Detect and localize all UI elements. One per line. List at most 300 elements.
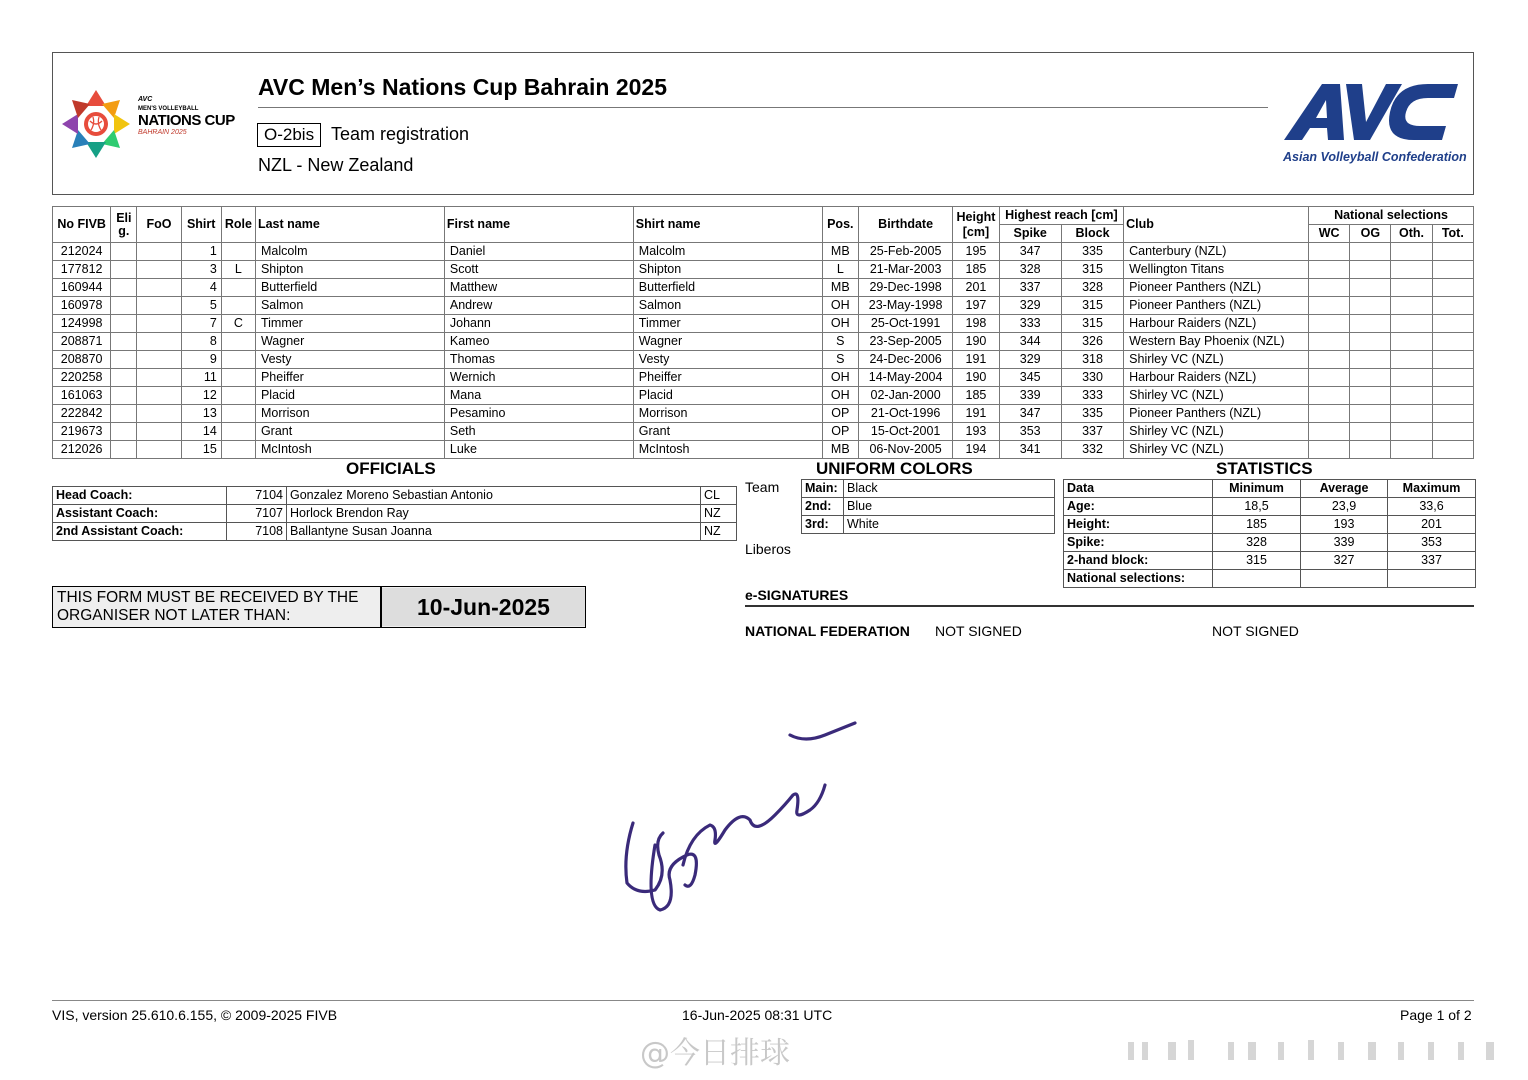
player-block: 326: [1061, 333, 1123, 351]
player-block: 315: [1061, 315, 1123, 333]
uniform-color: Blue: [844, 498, 1055, 516]
stats-avg: [1301, 570, 1388, 588]
official-id: 7108: [227, 523, 287, 541]
player-og: [1350, 387, 1391, 405]
event-logo-line1: AVC: [138, 96, 153, 103]
player-birthdate: 21-Mar-2003: [858, 261, 952, 279]
player-club: Shirley VC (NZL): [1124, 387, 1309, 405]
uniform-liberos-label: Liberos: [745, 541, 791, 557]
col-club: Club: [1124, 207, 1309, 243]
player-elig: [111, 261, 137, 279]
player-block: 315: [1061, 297, 1123, 315]
event-logo-icon: [60, 88, 132, 160]
player-spike: 353: [999, 423, 1061, 441]
player-block: 328: [1061, 279, 1123, 297]
stats-row: [1064, 498, 1476, 516]
player-og: [1350, 261, 1391, 279]
player-tot: [1432, 279, 1473, 297]
player-club: Pioneer Panthers (NZL): [1124, 405, 1309, 423]
player-last-name: Morrison: [255, 405, 444, 423]
official-country: NZ: [701, 523, 737, 541]
player-elig: [111, 279, 137, 297]
player-height: 194: [953, 441, 999, 459]
footer-datetime: 16-Jun-2025 08:31 UTC: [682, 1007, 833, 1023]
col-birthdate: Birthdate: [858, 207, 952, 243]
player-last-name: Butterfield: [255, 279, 444, 297]
uniform-row: [802, 516, 1055, 534]
player-last-name: Shipton: [255, 261, 444, 279]
player-tot: [1432, 351, 1473, 369]
official-row: [53, 487, 737, 505]
player-pos: L: [822, 261, 858, 279]
player-first-name: Daniel: [444, 243, 633, 261]
official-role: 2nd Assistant Coach:: [53, 523, 227, 541]
player-row: [53, 243, 1474, 261]
player-club: Harbour Raiders (NZL): [1124, 369, 1309, 387]
player-shirt: 13: [181, 405, 221, 423]
player-pos: S: [822, 351, 858, 369]
player-height: 198: [953, 315, 999, 333]
official-id: 7104: [227, 487, 287, 505]
stats-min: 315: [1213, 552, 1301, 570]
statistics-table: [1063, 479, 1476, 588]
player-no-fivb: 212024: [53, 243, 111, 261]
form-name: Team registration: [331, 124, 470, 144]
player-wc: [1309, 243, 1350, 261]
player-elig: [111, 441, 137, 459]
player-og: [1350, 315, 1391, 333]
player-club: Pioneer Panthers (NZL): [1124, 297, 1309, 315]
stats-avg: 23,9: [1301, 498, 1388, 516]
player-birthdate: 14-May-2004: [858, 369, 952, 387]
player-first-name: Pesamino: [444, 405, 633, 423]
player-shirt-name: Shipton: [633, 261, 822, 279]
officials-table: [52, 486, 737, 541]
col-pos: Pos.: [822, 207, 858, 243]
player-oth: [1391, 279, 1432, 297]
player-og: [1350, 333, 1391, 351]
uniform-label: 2nd:: [802, 498, 844, 516]
player-no-fivb: 160944: [53, 279, 111, 297]
player-first-name: Matthew: [444, 279, 633, 297]
player-block: 333: [1061, 387, 1123, 405]
player-role: [221, 351, 255, 369]
player-spike: 347: [999, 405, 1061, 423]
col-wc: WC: [1309, 225, 1350, 243]
official-name: Gonzalez Moreno Sebastian Antonio: [287, 487, 701, 505]
player-block: 318: [1061, 351, 1123, 369]
stats-avg: 339: [1301, 534, 1388, 552]
player-shirt: 15: [181, 441, 221, 459]
player-oth: [1391, 315, 1432, 333]
uniform-label: 3rd:: [802, 516, 844, 534]
col-block: Block: [1061, 225, 1123, 243]
uniform-title: UNIFORM COLORS: [816, 459, 973, 478]
event-logo-line2: MEN'S VOLLEYBALL: [138, 106, 199, 112]
player-wc: [1309, 261, 1350, 279]
player-elig: [111, 405, 137, 423]
handwritten-signature: [615, 715, 865, 920]
stats-header-row: [1064, 480, 1476, 498]
col-oth: Oth.: [1391, 225, 1432, 243]
stats-label: Height:: [1064, 516, 1213, 534]
player-row: [53, 441, 1474, 459]
col-no-fivb: No FIVB: [53, 207, 111, 243]
stats-label: Age:: [1064, 498, 1213, 516]
player-pos: S: [822, 333, 858, 351]
player-spike: 341: [999, 441, 1061, 459]
player-shirt-name: Butterfield: [633, 279, 822, 297]
roster-body: [53, 243, 1474, 459]
player-no-fivb: 212026: [53, 441, 111, 459]
player-role: L: [221, 261, 255, 279]
player-oth: [1391, 405, 1432, 423]
player-spike: 347: [999, 243, 1061, 261]
player-first-name: Scott: [444, 261, 633, 279]
player-row: [53, 369, 1474, 387]
player-og: [1350, 279, 1391, 297]
player-role: [221, 333, 255, 351]
stats-row: [1064, 552, 1476, 570]
uniform-row: [802, 498, 1055, 516]
player-birthdate: 23-May-1998: [858, 297, 952, 315]
official-name: Ballantyne Susan Joanna: [287, 523, 701, 541]
player-shirt: 1: [181, 243, 221, 261]
event-logo-line4: BAHRAIN 2025: [138, 129, 187, 136]
player-row: [53, 279, 1474, 297]
player-row: [53, 351, 1474, 369]
col-shirt-name: Shirt name: [633, 207, 822, 243]
player-tot: [1432, 387, 1473, 405]
signature-status-2: NOT SIGNED: [1212, 623, 1299, 639]
col-og: OG: [1350, 225, 1391, 243]
official-name: Horlock Brendon Ray: [287, 505, 701, 523]
player-shirt-name: Timmer: [633, 315, 822, 333]
stats-min: 18,5: [1213, 498, 1301, 516]
player-no-fivb: 222842: [53, 405, 111, 423]
player-birthdate: 21-Oct-1996: [858, 405, 952, 423]
player-shirt: 14: [181, 423, 221, 441]
player-foo: [137, 369, 181, 387]
player-elig: [111, 297, 137, 315]
player-shirt-name: Pheiffer: [633, 369, 822, 387]
player-elig: [111, 369, 137, 387]
player-shirt: 3: [181, 261, 221, 279]
player-spike: 328: [999, 261, 1061, 279]
player-shirt: 12: [181, 387, 221, 405]
player-pos: MB: [822, 243, 858, 261]
stats-max: 353: [1388, 534, 1476, 552]
player-birthdate: 23-Sep-2005: [858, 333, 952, 351]
player-shirt-name: Salmon: [633, 297, 822, 315]
player-last-name: Timmer: [255, 315, 444, 333]
player-spike: 337: [999, 279, 1061, 297]
deadline-text: THIS FORM MUST BE RECEIVED BY THE ORGANISER NOT LATER THAN:: [57, 589, 359, 624]
player-wc: [1309, 297, 1350, 315]
player-first-name: Johann: [444, 315, 633, 333]
avc-caption: Asian Volleyball Confederation: [1283, 150, 1467, 164]
official-role: Head Coach:: [53, 487, 227, 505]
stats-header: Average: [1301, 480, 1388, 498]
player-oth: [1391, 441, 1432, 459]
title-divider: [258, 107, 1268, 108]
player-role: C: [221, 315, 255, 333]
player-club: Shirley VC (NZL): [1124, 441, 1309, 459]
player-spike: 344: [999, 333, 1061, 351]
uniform-team-label: Team: [745, 479, 780, 495]
player-block: 315: [1061, 261, 1123, 279]
stats-header: Data: [1064, 480, 1213, 498]
footer-divider: [52, 1000, 1474, 1001]
player-pos: OP: [822, 423, 858, 441]
player-og: [1350, 441, 1391, 459]
player-pos: OH: [822, 369, 858, 387]
stats-min: 185: [1213, 516, 1301, 534]
player-og: [1350, 297, 1391, 315]
player-last-name: Grant: [255, 423, 444, 441]
national-federation-label: NATIONAL FEDERATION: [745, 623, 910, 639]
player-tot: [1432, 333, 1473, 351]
event-logo-line3: NATIONS CUP: [138, 112, 235, 129]
player-oth: [1391, 297, 1432, 315]
official-country: CL: [701, 487, 737, 505]
player-tot: [1432, 405, 1473, 423]
player-elig: [111, 423, 137, 441]
player-pos: OP: [822, 405, 858, 423]
player-shirt: 7: [181, 315, 221, 333]
col-foo: FoO: [137, 207, 181, 243]
player-pos: OH: [822, 315, 858, 333]
player-club: Wellington Titans: [1124, 261, 1309, 279]
roster-table: [52, 206, 1474, 459]
player-tot: [1432, 423, 1473, 441]
player-first-name: Mana: [444, 387, 633, 405]
player-row: [53, 387, 1474, 405]
player-no-fivb: 161063: [53, 387, 111, 405]
player-spike: 339: [999, 387, 1061, 405]
official-row: [53, 523, 737, 541]
player-no-fivb: 220258: [53, 369, 111, 387]
player-spike: 329: [999, 297, 1061, 315]
player-foo: [137, 441, 181, 459]
stats-avg: 193: [1301, 516, 1388, 534]
player-block: 335: [1061, 243, 1123, 261]
player-club: Shirley VC (NZL): [1124, 423, 1309, 441]
player-first-name: Kameo: [444, 333, 633, 351]
stats-label: Spike:: [1064, 534, 1213, 552]
player-role: [221, 243, 255, 261]
player-og: [1350, 369, 1391, 387]
player-wc: [1309, 279, 1350, 297]
player-foo: [137, 423, 181, 441]
uniform-table: [801, 479, 1055, 534]
stats-label: National selections:: [1064, 570, 1213, 588]
player-birthdate: 06-Nov-2005: [858, 441, 952, 459]
player-oth: [1391, 243, 1432, 261]
event-logo-text: [138, 96, 253, 136]
player-no-fivb: 208871: [53, 333, 111, 351]
player-height: 185: [953, 387, 999, 405]
player-height: 191: [953, 351, 999, 369]
player-block: 335: [1061, 405, 1123, 423]
player-last-name: Wagner: [255, 333, 444, 351]
player-no-fivb: 177812: [53, 261, 111, 279]
player-wc: [1309, 333, 1350, 351]
statistics-title: STATISTICS: [1216, 459, 1313, 478]
player-role: [221, 405, 255, 423]
watermark-bars-icon: [1128, 1036, 1508, 1064]
official-row: [53, 505, 737, 523]
player-last-name: Pheiffer: [255, 369, 444, 387]
player-height: 201: [953, 279, 999, 297]
player-height: 197: [953, 297, 999, 315]
player-shirt-name: McIntosh: [633, 441, 822, 459]
player-foo: [137, 297, 181, 315]
stats-max: 337: [1388, 552, 1476, 570]
player-block: 330: [1061, 369, 1123, 387]
footer-version: VIS, version 25.610.6.155, © 2009-2025 FIVB: [52, 1007, 338, 1023]
player-wc: [1309, 387, 1350, 405]
player-birthdate: 02-Jan-2000: [858, 387, 952, 405]
player-row: [53, 315, 1474, 333]
player-oth: [1391, 423, 1432, 441]
player-oth: [1391, 261, 1432, 279]
player-first-name: Luke: [444, 441, 633, 459]
player-shirt-name: Morrison: [633, 405, 822, 423]
player-club: Shirley VC (NZL): [1124, 351, 1309, 369]
player-tot: [1432, 315, 1473, 333]
player-height: 190: [953, 333, 999, 351]
player-shirt-name: Malcolm: [633, 243, 822, 261]
player-club: Western Bay Phoenix (NZL): [1124, 333, 1309, 351]
player-og: [1350, 351, 1391, 369]
player-pos: MB: [822, 279, 858, 297]
player-birthdate: 29-Dec-1998: [858, 279, 952, 297]
player-first-name: Thomas: [444, 351, 633, 369]
stats-row: [1064, 516, 1476, 534]
player-pos: OH: [822, 297, 858, 315]
stats-max: 201: [1388, 516, 1476, 534]
player-club: Pioneer Panthers (NZL): [1124, 279, 1309, 297]
player-row: [53, 261, 1474, 279]
player-og: [1350, 423, 1391, 441]
player-foo: [137, 405, 181, 423]
player-wc: [1309, 423, 1350, 441]
player-block: 332: [1061, 441, 1123, 459]
player-last-name: Salmon: [255, 297, 444, 315]
player-spike: 333: [999, 315, 1061, 333]
stats-min: [1213, 570, 1301, 588]
esignatures-divider: [745, 605, 1474, 607]
player-elig: [111, 387, 137, 405]
col-shirt: Shirt: [181, 207, 221, 243]
player-birthdate: 24-Dec-2006: [858, 351, 952, 369]
stats-max: [1388, 570, 1476, 588]
player-no-fivb: 124998: [53, 315, 111, 333]
player-first-name: Andrew: [444, 297, 633, 315]
stats-min: 328: [1213, 534, 1301, 552]
player-tot: [1432, 261, 1473, 279]
player-last-name: Vesty: [255, 351, 444, 369]
player-club: Harbour Raiders (NZL): [1124, 315, 1309, 333]
player-wc: [1309, 369, 1350, 387]
player-pos: OH: [822, 387, 858, 405]
player-row: [53, 423, 1474, 441]
player-shirt: 9: [181, 351, 221, 369]
official-id: 7107: [227, 505, 287, 523]
player-oth: [1391, 351, 1432, 369]
event-title: AVC Men’s Nations Cup Bahrain 2025: [258, 74, 667, 100]
col-elig: Eli g.: [111, 207, 137, 243]
stats-header: Minimum: [1213, 480, 1301, 498]
player-tot: [1432, 369, 1473, 387]
player-role: [221, 387, 255, 405]
player-first-name: Seth: [444, 423, 633, 441]
player-foo: [137, 315, 181, 333]
watermark: @今日排球: [640, 1036, 790, 1071]
player-foo: [137, 387, 181, 405]
player-role: [221, 423, 255, 441]
player-foo: [137, 351, 181, 369]
player-foo: [137, 261, 181, 279]
col-first-name: First name: [444, 207, 633, 243]
player-height: 185: [953, 261, 999, 279]
esignatures-title: e-SIGNATURES: [745, 587, 849, 603]
player-role: [221, 441, 255, 459]
player-club: Canterbury (NZL): [1124, 243, 1309, 261]
player-shirt: 4: [181, 279, 221, 297]
player-row: [53, 297, 1474, 315]
player-role: [221, 279, 255, 297]
deadline-date: 10-Jun-2025: [382, 588, 585, 626]
player-row: [53, 333, 1474, 351]
player-shirt-name: Vesty: [633, 351, 822, 369]
officials-title: OFFICIALS: [346, 459, 436, 478]
stats-body: [1064, 498, 1476, 588]
player-og: [1350, 243, 1391, 261]
player-height: 191: [953, 405, 999, 423]
uniform-color: Black: [844, 480, 1055, 498]
player-shirt-name: Grant: [633, 423, 822, 441]
player-tot: [1432, 297, 1473, 315]
stats-header: Maximum: [1388, 480, 1476, 498]
player-shirt-name: Wagner: [633, 333, 822, 351]
stats-max: 33,6: [1388, 498, 1476, 516]
col-spike: Spike: [999, 225, 1061, 243]
player-shirt-name: Placid: [633, 387, 822, 405]
player-oth: [1391, 387, 1432, 405]
col-last-name: Last name: [255, 207, 444, 243]
player-elig: [111, 333, 137, 351]
col-highest-reach: Highest reach [cm]: [999, 207, 1124, 225]
player-birthdate: 25-Oct-1991: [858, 315, 952, 333]
player-foo: [137, 279, 181, 297]
player-shirt: 8: [181, 333, 221, 351]
player-spike: 329: [999, 351, 1061, 369]
player-og: [1350, 405, 1391, 423]
team-name: NZL - New Zealand: [258, 155, 414, 175]
stats-label: 2-hand block:: [1064, 552, 1213, 570]
player-wc: [1309, 351, 1350, 369]
player-row: [53, 405, 1474, 423]
player-foo: [137, 333, 181, 351]
player-elig: [111, 351, 137, 369]
player-spike: 345: [999, 369, 1061, 387]
official-country: NZ: [701, 505, 737, 523]
player-tot: [1432, 243, 1473, 261]
player-height: 195: [953, 243, 999, 261]
player-last-name: McIntosh: [255, 441, 444, 459]
